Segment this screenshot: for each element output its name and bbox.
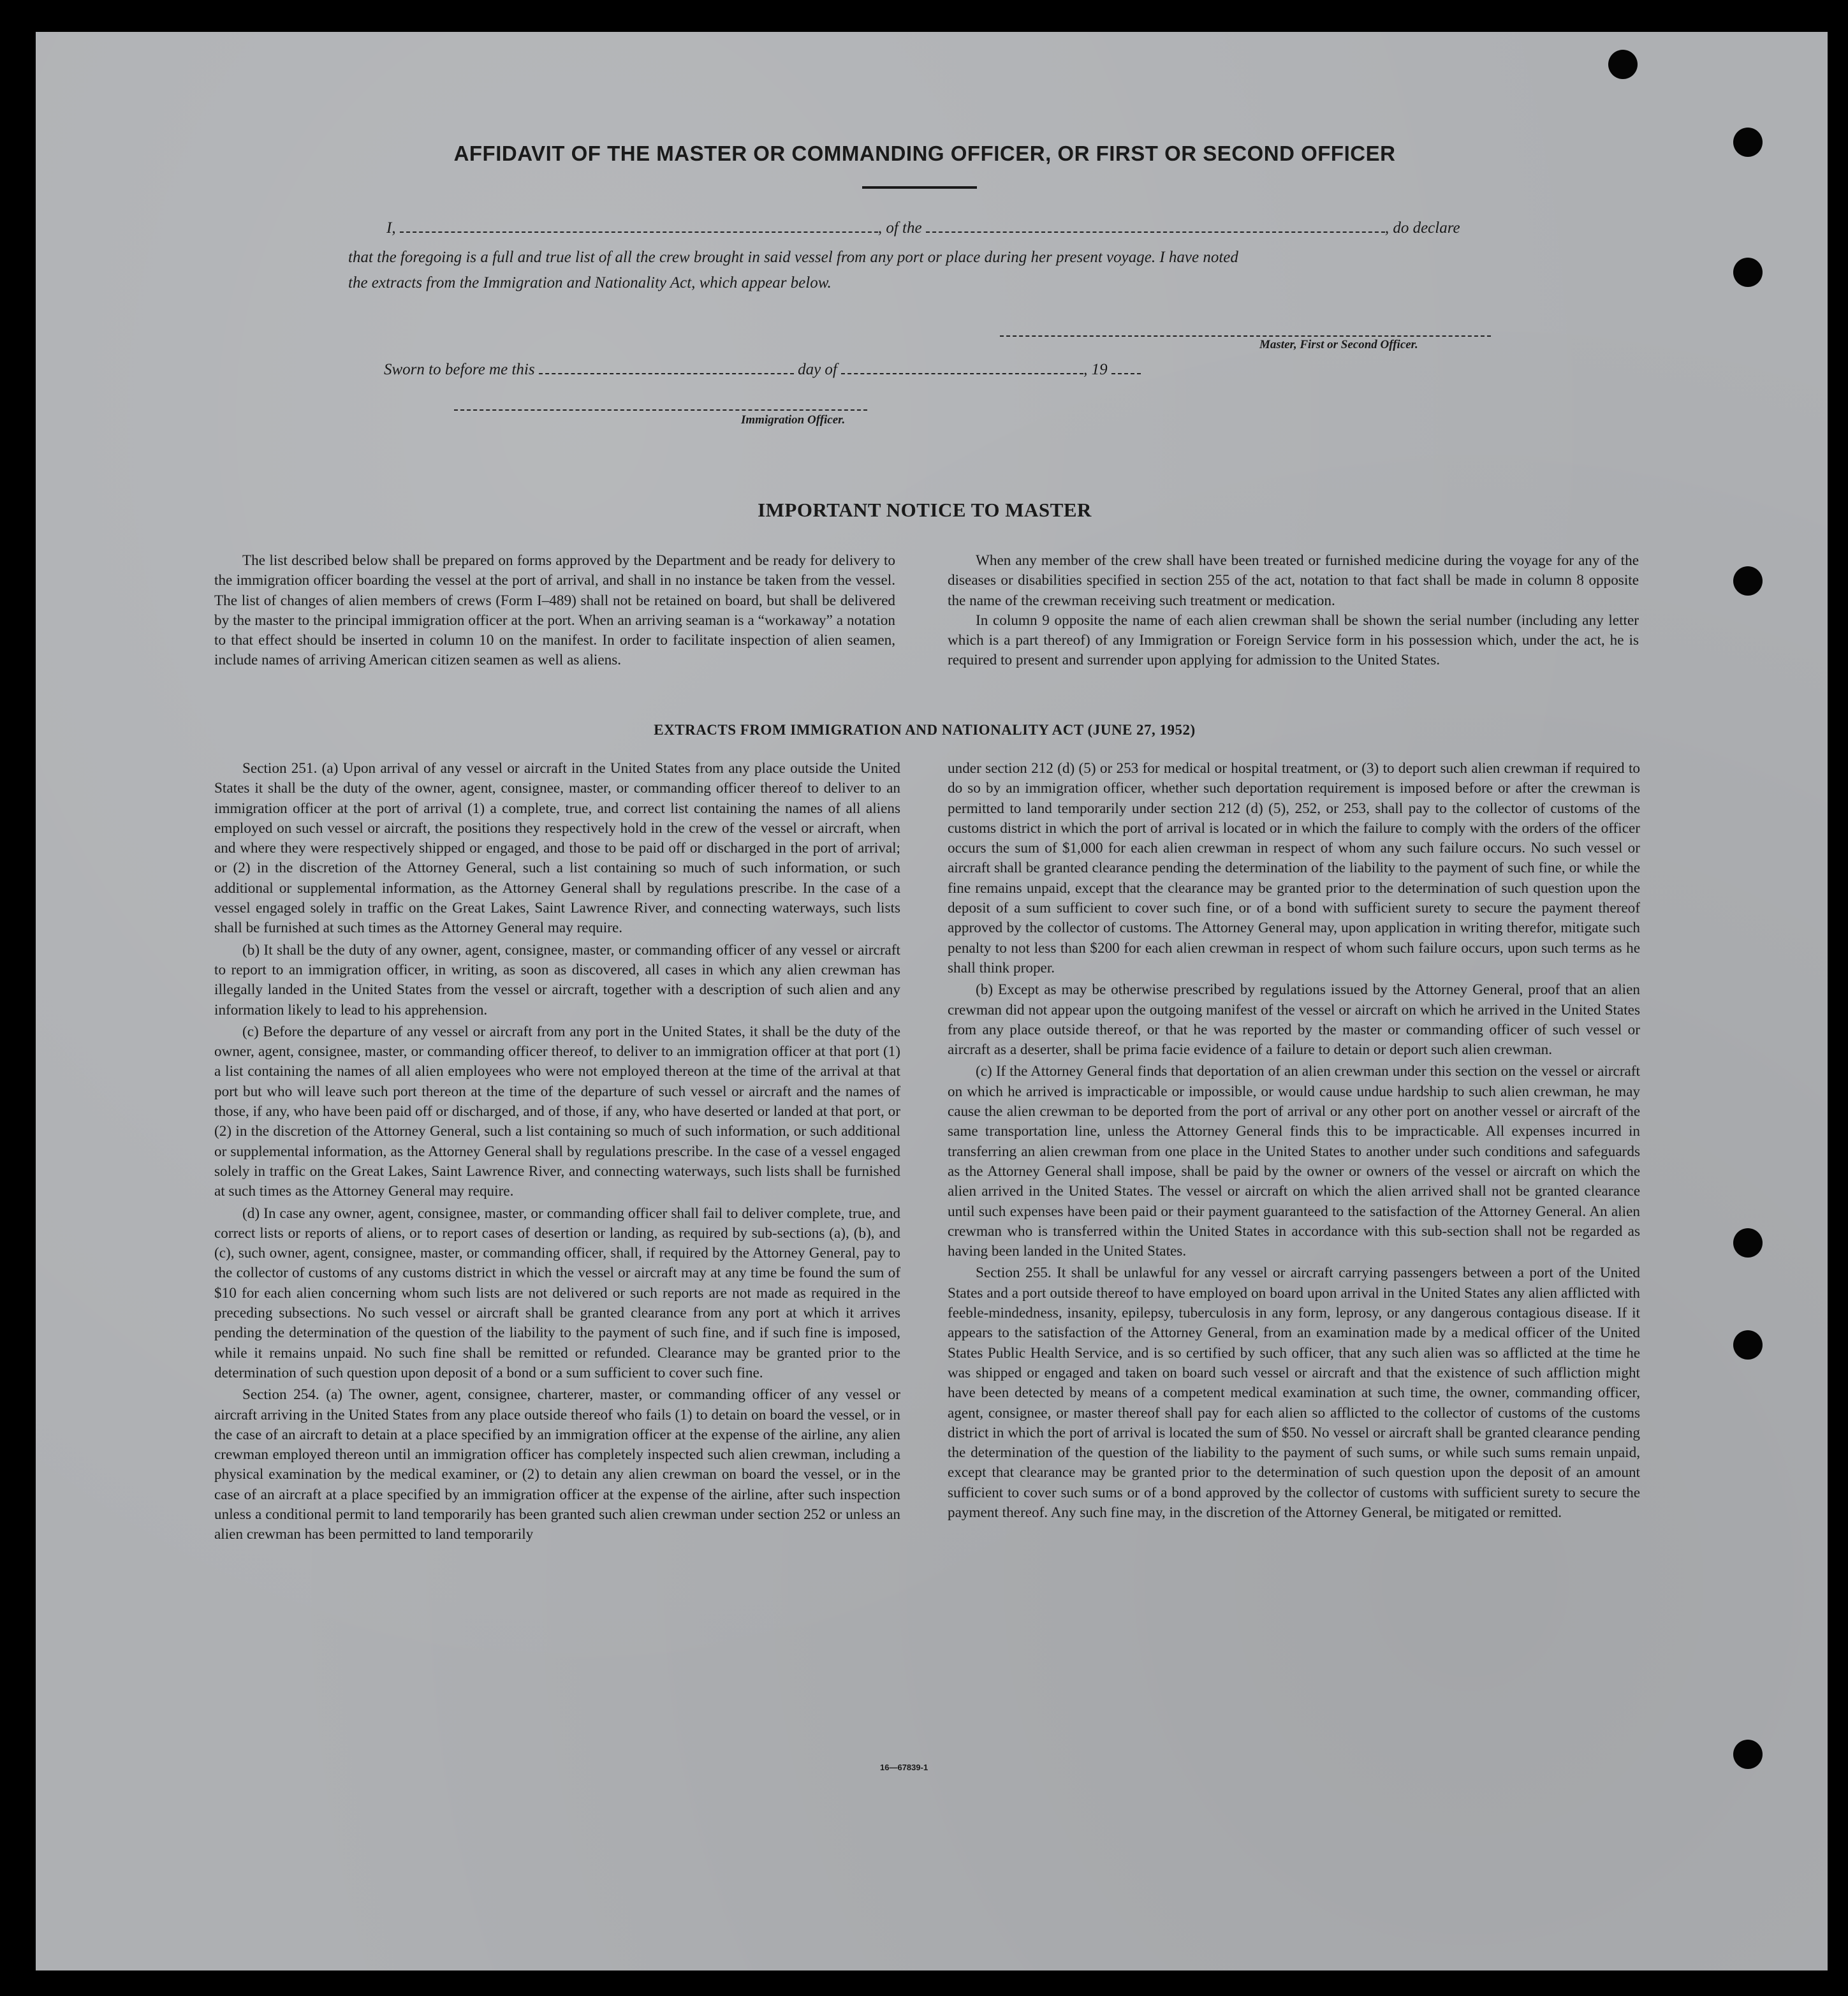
notice-paragraph: The list described below shall be prepared on forms approved by the Department and be ready for delivery to the immigration officer boarding the vessel at the port of arrival, and shall in no instance be taken from the vessel. The list of changes of alien members of crews (Form I–489) shall not be retained on board, but shall be delivered by the master to the principal immigration officer at the port. When an arriving seaman is a “workaway” a notation to that effect should be inserted in column 10 on the manifest. In order to facilitate inspection of alien seamen, include names of arriving American citizen seamen as well as aliens. <box>214 552 895 669</box>
section-paragraph: (b) Except as may be otherwise prescribed by regulations issued by the Attorney General, proof that an alien crewman did not appear upon the outgoing manifest of the vessel or aircraft on which he arrived in the United States from any place outside thereof, or that he was reported by the master or commanding officer of such vessel or aircraft as a deserter, shall be prima facie evidence of a failure to detain or deport such alien crewman. <box>948 981 1640 1059</box>
punch-hole <box>1733 1228 1763 1258</box>
section-paragraph: (b) It shall be the duty of any owner, agent, consignee, master, or commanding officer of any vessel or aircraft to report to an immigration officer, in writing, as soon as discovered, all cases in which any alien crewman has illegally landed in the United States from the vessel or aircraft, together with a description of such alien and any information likely to lead to his apprehension. <box>214 941 900 1018</box>
notice-paragraph: In column 9 opposite the name of each alien crewman shall be shown the serial number (including any letter which is a part thereof) of any Immigration or Foreign Service form in his possession which, under the act, he is required to present and surrender upon applying for admission to the United States. <box>948 612 1639 669</box>
declaration-line-2: that the foregoing is a full and true list of all the crew brought in said vessel from any port or place during her present voyage. I have noted <box>348 249 1238 266</box>
master-signature-caption: Master, First or Second Officer. <box>1259 338 1418 351</box>
declaration-line-1 <box>386 219 1460 237</box>
extracts-left-column <box>214 759 900 1545</box>
title-divider <box>862 186 977 189</box>
section-paragraph: (d) In case any owner, agent, consignee, master, or commanding officer shall fail to deliver complete, true, and correct lists or reports of aliens, or to report cases of desertion or landing, as required by sub-sections (a), (b), and (c), such owner, agent, consignee, master, or commanding officer, shall, if required by the Attorney General, pay to the collector of customs of any customs district in which the vessel or aircraft may at any time be found the sum of $10 for each alien concerning whom such lists are not delivered or such reports are not made as required in the preceding subsections. No such vessel or aircraft shall be granted clearance from any port at which it arrives pending the determination of the question of the liability to the payment of such fine, and if such fine is imposed, while it remains unpaid. No such fine shall be remitted or refunded. Clearance may be granted prior to the determination of such question upon deposit of a bond or a sum sufficient to cover such fine. <box>214 1205 900 1381</box>
section-paragraph: (c) If the Attorney General finds that deportation of an alien crewman under this section on the vessel or aircraft on which he arrived is impracticable or impossible, or would cause undue hardship to such alien crewman, he may cause the alien crewman to be deported from the port of arrival or any other port on another vessel or aircraft of the same transportation line, unless the Attorney General finds this to be impracticable. All expenses incurred in transferring an alien crewman from one place in the United States to another under such conditions and safeguards as the Attorney General shall impose, shall be paid by the owner or owners of the vessel or aircraft on which the alien arrived in the United States. The vessel or aircraft on which the alien arrived shall not be granted clearance until such expenses have been paid or their payment guaranteed to the satisfaction of the Attorney General. An alien crewman who is transferred within the United States in accordance with this sub-section shall not be regarded as having been landed in the United States. <box>948 1063 1640 1260</box>
notice-title: IMPORTANT NOTICE TO MASTER <box>758 499 1092 521</box>
officer-signature-caption: Immigration Officer. <box>741 413 846 427</box>
punch-hole <box>1733 258 1763 287</box>
section-paragraph: Section 254. (a) The owner, agent, consignee, charterer, master, or commanding officer of any vessel or aircraft arriving in the United States from any place outside thereof who fails (1) to detain on board the vessel, or in the case of an aircraft to detain at a place specified by an immigration officer at the expense of the airline, any alien crewman employed thereon until an immigration officer has completely inspected such alien crewman, including a physical examination by the medical examiner, or (2) to detain any alien crewman on board the vessel, or in the case of an aircraft at a place specified by an immigration officer at the expense of the airline, after such inspection unless a conditional permit to land temporarily has been granted such alien crewman under section 252 or unless an alien crewman has been permitted to land temporarily <box>214 1386 900 1543</box>
extracts-right-column <box>948 759 1640 1523</box>
vessel-name-field[interactable] <box>926 220 1385 233</box>
section-paragraph: Section 255. It shall be unlawful for any vessel or aircraft carrying passengers between a port of the United States and a port outside thereof to have employed on board upon arrival in the United States any alien afflicted with feeble-mindedness, insanity, epilepsy, tuberculosis in any form, leprosy, or any dangerous contagious disease. If it appears to the satisfaction of the Attorney General, from an examination made by a medical officer of the United States Public Health Service, and is so certified by such officer, that any such alien was so afflicted at the time he was shipped or engaged and taken on board such vessel or aircraft and that the existence of such affliction might have been detected by means of a competent medical examination at such time, the owner, commanding officer, agent, consignee, or master thereof shall pay for each alien so afflicted to the collector of customs of the customs district in which the port of arrival is located the sum of $50. No vessel or aircraft shall be granted clearance pending the determination of the question of the liability to the payment of such sums, or while such sums remain unpaid, except that clearance may be granted prior to the determination of such question upon the deposit of an amount sufficient to cover such sums or of a bond approved by the collector of customs with sufficient surety to secure the payment thereof. Any such fine may, in the discretion of the Attorney General, be mitigated or remitted. <box>948 1265 1640 1521</box>
affidavit-title: AFFIDAVIT OF THE MASTER OR COMMANDING OFFICER, OR FIRST OR SECOND OFFICER <box>453 142 1396 165</box>
declaration-line-3: the extracts from the Immigration and Nationality Act, which appear below. <box>348 274 832 291</box>
punch-hole <box>1733 128 1763 157</box>
sworn-month-field[interactable] <box>841 362 1083 374</box>
officer-signature-line[interactable] <box>454 409 867 412</box>
notice-paragraph: When any member of the crew shall have been treated or furnished medicine during the voyage for any of the diseases or disabilities specified in section 255 of the act, notation to that fact shall be made in column 8 opposite the name of the crewman receiving such treatment or medication. <box>948 552 1639 609</box>
master-name-field[interactable] <box>400 220 878 233</box>
declaration-of-the-label: , of the <box>877 219 922 237</box>
sworn-label: Sworn to before me this <box>384 361 535 378</box>
extracts-title: EXTRACTS FROM IMMIGRATION AND NATIONALITY ACT (JUNE 27, 1952) <box>654 722 1196 738</box>
sworn-year-label: , 19 <box>1083 361 1108 378</box>
sworn-date-field[interactable] <box>539 362 794 374</box>
section-paragraph: (c) Before the departure of any vessel or aircraft from any port in the United States, it shall be the duty of the owner, agent, consignee, master, or commanding officer thereof, to deliver to an immigration officer at that port (1) a list containing the names of all alien employees who were not employed thereon at the time of the arrival at that port but who will leave such port thereon at the time of the departure of such vessel or aircraft and the names of those, if any, who have been paid off or discharged, and of those, if any, who have deserted or landed at that port, or (2) in the discretion of the Attorney General, such a list containing so much of such information, or such additional or supplemental information, as the Attorney General shall by regulations prescribe. In the case of a vessel engaged solely in traffic on the Great Lakes, Saint Lawrence River, and connecting waterways, such lists shall be furnished at such times as the Attorney General may require. <box>214 1023 900 1200</box>
declaration-i-label: I, <box>386 219 396 237</box>
punch-hole <box>1733 1330 1763 1360</box>
form-code: 16—67839-1 <box>880 1763 928 1772</box>
punch-hole <box>1608 50 1638 79</box>
punch-hole <box>1733 566 1763 596</box>
notice-left-column <box>214 551 895 671</box>
notice-right-column <box>948 551 1639 671</box>
sworn-line <box>384 361 1141 379</box>
punch-hole <box>1733 1740 1763 1769</box>
sworn-year-field[interactable] <box>1111 362 1141 374</box>
section-paragraph: Section 251. (a) Upon arrival of any vessel or aircraft in the United States from any place outside the United States it shall be the duty of the owner, agent, consignee, master, or commanding officer thereof to deliver to an immigration officer at the port of arrival (1) a complete, true, and correct list containing the names of all aliens employed on such vessel or aircraft, the positions they respectively hold in the crew of the vessel or aircraft, when and where they were respectively shipped or engaged, and those to be paid off or discharged in the port of arrival; or (2) in the discretion of the Attorney General, such a list containing so much of such information, or such additional or supplemental information, as the Attorney General shall by regulations prescribe. In the case of a vessel engaged solely in traffic on the Great Lakes, Saint Lawrence River, and connecting waterways, such lists shall be furnished at such times as the Attorney General may require. <box>214 760 900 937</box>
section-paragraph: under section 212 (d) (5) or 253 for medical or hospital treatment, or (3) to deport such alien crewman if required to do so by an immigration officer, whether such deportation requirement is imposed before or after the crewman is permitted to land temporarily under section 212 (d) (5), 252, or 253, shall pay to the collector of customs of the customs district in which the port of arrival is located or in which the failure to comply with the orders of the officer occurs the sum of $1,000 for each alien crewman in respect of whom any such failure occurs. No such vessel or aircraft shall be granted clearance pending the determination of the liability to the payment of such fine, or while the fine remains unpaid, except that the clearance may be granted prior to the determination of such question upon the deposit of a sum sufficient to cover such fine, or of a bond with sufficient surety to secure the payment thereof approved by the collector of customs. The Attorney General may, upon application in writing therefor, mitigate such penalty to not less than $200 for each alien crewman in respect of whom such failure occurs, upon such terms as he shall think proper. <box>948 760 1640 976</box>
declaration-do-declare-label: , do declare <box>1384 219 1460 237</box>
sworn-day-of-label: day of <box>798 361 837 378</box>
